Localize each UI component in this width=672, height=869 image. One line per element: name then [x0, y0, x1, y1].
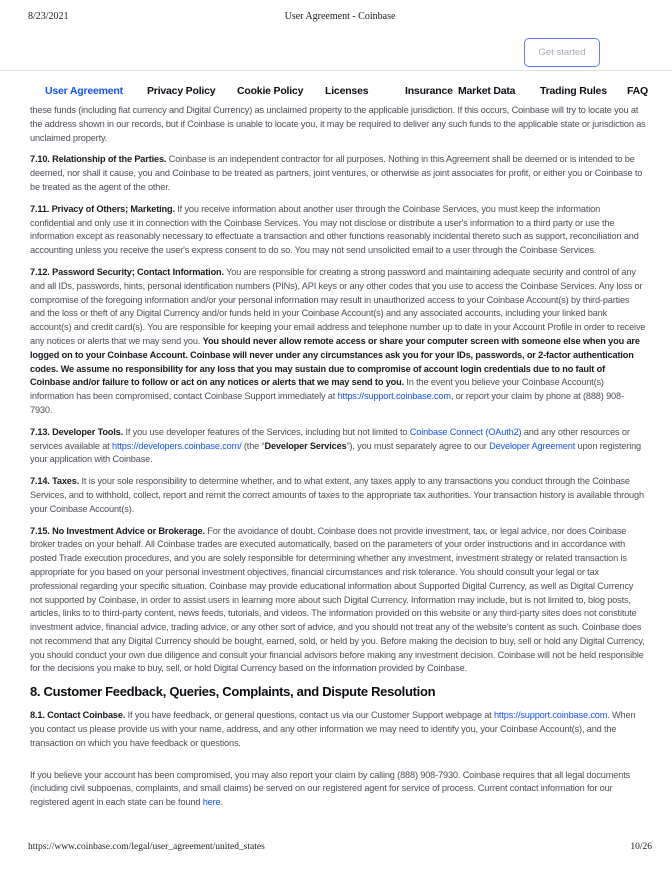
- text-run: If you have feedback, or general questions, contact us via our Customer Support webpage at: [125, 710, 494, 721]
- tab-privacy-policy[interactable]: Privacy Policy: [147, 85, 216, 97]
- tab-faq[interactable]: FAQ: [627, 85, 648, 97]
- text-run: ”), you must separately agree to our: [346, 440, 490, 451]
- text-run: .: [220, 797, 223, 808]
- inline-link[interactable]: here: [202, 797, 221, 808]
- bold-text: 7.12. Password Security; Contact Information.: [30, 266, 224, 277]
- compromised-account-paragraph: [30, 769, 646, 810]
- inline-link[interactable]: Developer Agreement: [489, 440, 576, 451]
- print-page-title: User Agreement - Coinbase: [284, 11, 396, 22]
- inline-link[interactable]: https://support.coinbase.com: [337, 391, 451, 402]
- print-page-number: 10/26: [630, 842, 652, 852]
- continuation-paragraph: [30, 104, 646, 145]
- section-7-14: [30, 475, 646, 516]
- print-footer-url: https://www.coinbase.com/legal/user_agreement/united_states: [28, 842, 265, 852]
- section-7-15: [30, 525, 646, 677]
- text-run: and any other resources or services available at: [30, 426, 630, 451]
- section-7-13: [30, 426, 646, 467]
- inline-link[interactable]: https://developers.coinbase.com/: [111, 440, 242, 451]
- bold-text: 7.11. Privacy of Others; Marketing.: [30, 203, 175, 214]
- print-date: 8/23/2021: [28, 11, 69, 22]
- bold-text: 7.10. Relationship of the Parties.: [30, 154, 167, 165]
- bold-text: 8.1. Contact Coinbase.: [30, 710, 126, 721]
- bold-text: You should never allow remote access or share your computer screen with someone else when you are logged on to your Coinbase Account. Coinbase will never under any circumstances ask you for your IDs, passwords, or 2-factor authentication codes. We assume no responsibility for any loss that you may sustain due to compromise of account login credentials due to no fault of Coinbase and/or failure to follow or act on any notices or alerts that we may send to you.: [30, 335, 640, 388]
- legal-tabs-nav: [0, 82, 672, 102]
- text-run: If you use developer features of the Services, including but not limited to: [123, 426, 410, 437]
- bold-text: 7.15. No Investment Advice or Brokerage.: [30, 525, 205, 536]
- text-run: these funds (including fiat currency and Digital Currency) as unclaimed property to the applicable jurisdiction. If this occurs, Coinbase will try to locate you at the address shown in our records, but if Coinbase is unable to locate you, it may be required to deliver any such funds to the applicable state or jurisdiction as unclaimed property.: [30, 105, 646, 143]
- text-run: . When you contact us please provide us with your name, address, and any other information we may need to identify you, your Coinbase Account(s), and the transaction on which you have feedback or questions.: [30, 710, 636, 748]
- bold-text: Developer Services: [264, 440, 347, 451]
- get-started-button[interactable]: Get started: [524, 38, 600, 67]
- tab-licenses[interactable]: Licenses: [325, 85, 369, 97]
- text-run: It is your sole responsibility to determine whether, and to what extent, any taxes apply to any transactions you conduct through the Coinbase Services, and to withhold, collect, report and remit the correct amounts of taxes to the appropriate tax authorities. Your transaction history is available through your Coinbase Account(s).: [30, 476, 644, 514]
- text-run: Coinbase is an independent contractor for all purposes. Nothing in this Agreement shall be deemed or is intended to be deemed, nor shall it cause, you and Coinbase to be treated as partners, joint ventures, or otherwise as joint associates for profit, or either you or Coinbase to be treated as the agent of the other.: [30, 154, 643, 192]
- section-8-heading: 8. Customer Feedback, Queries, Complaints, and Dispute Resolution: [30, 684, 436, 700]
- section-7-10: [30, 153, 646, 194]
- tab-insurance[interactable]: Insurance: [405, 85, 453, 97]
- tab-cookie-policy[interactable]: Cookie Policy: [237, 85, 304, 97]
- bold-text: 7.14. Taxes.: [30, 476, 80, 487]
- section-7-12: [30, 266, 646, 418]
- text-run: If you receive information about another user through the Coinbase Services, you must keep the information confidential and only use it in connection with the Coinbase Services. You may not disclose or distribute a user's information to a third party or use the information except as reasonably necessary to effectuate a transaction and other functions reasonably incidental thereto such as support, reconciliation and accounting unless you receive the user's express consent to do so. You may not send unsolicited email to a user through the Coinbase Services.: [30, 203, 639, 256]
- text-run: In the event you believe your Coinbase Account(s) information has been compromised, contact Coinbase Support immediately at: [30, 377, 604, 402]
- tab-trading-rules[interactable]: Trading Rules: [540, 85, 607, 97]
- section-8-1: [30, 709, 646, 750]
- text-run: , or report your claim by phone at (888) 908-7930.: [30, 391, 624, 415]
- bold-text: 7.13. Developer Tools.: [30, 426, 124, 437]
- text-run: If you believe your account has been compromised, you may also report your claim by calling (888) 908-7930. Coinbase requires that all legal documents (including civil subpoenas, complaints, and small claims) be served on our registered agent for service of process. Current contact information for our registered agent in each state can be found: [30, 769, 631, 808]
- print-footer: [28, 842, 652, 858]
- print-header: [28, 11, 652, 25]
- tab-market-data[interactable]: Market Data: [458, 85, 516, 97]
- text-run: (the “: [241, 440, 265, 451]
- text-run: For the avoidance of doubt, Coinbase does not provide investment, tax, or legal advice, nor does Coinbase broker trades on your behalf. All Coinbase trades are executed automatically, based on the parameters of your order instructions and in accordance with posted Trade execution procedures, and you are solely responsible for determining whether any investment, investment strategy or related transaction is appropriate for you based on your personal investment objectives, financial circumstances and risk tolerance. You should consult your legal or tax professional regarding your specific situation. Coinbase may provide educational information about Supported Digital Currency, as well as Digital Currency not supported by Coinbase, in order to assist users in learning more about such Digital Currency. Information may include, but is not limited to, blog posts, articles, links to to third-party content, news feeds, tutorials, and videos. The information provided on this website or any third-party sites does not constitute investment advice, financial advice, trading advice, or any other sort of advice, and you should not treat any of the website's content as such. Coinbase does not recommend that any Digital Currency should be bought, earned, sold, or held by you. Before making the decision to buy, sell or hold any Digital Currency, you should conduct your own due diligence and consult your financial advisors before making any investment decision. Coinbase will not be held responsible for the decisions you make to buy, sell, or hold Digital Currency based on the information provided by Coinbase.: [30, 525, 645, 674]
- text-run: upon registering your application with Coinbase.: [30, 440, 641, 465]
- section-7-11: [30, 203, 646, 258]
- tab-user-agreement[interactable]: User Agreement: [45, 85, 123, 97]
- agreement-body: [30, 104, 646, 818]
- inline-link[interactable]: Coinbase Connect (OAuth2): [409, 426, 522, 437]
- header-divider: [0, 70, 672, 71]
- inline-link[interactable]: https://support.coinbase.com: [493, 710, 608, 721]
- text-run: You are responsible for creating a strong password and maintaining adequate security and control of any and all IDs, passwords, hints, personal identification numbers (PINs), API keys or any other codes that you use to access the Coinbase Services. Any loss or compromise of the foregoing information and/or your personal information may result in unauthorized access to your Coinbase Account(s) by third-parties and the loss or theft of any Digital Currency and/or funds held in your Coinbase Account(s) and any associated accounts, including your linked bank account(s) and credit card(s). You are responsible for keeping your email address and telephone number up to date in your Account Profile in order to receive any notices or alerts that we may send you.: [30, 266, 646, 346]
